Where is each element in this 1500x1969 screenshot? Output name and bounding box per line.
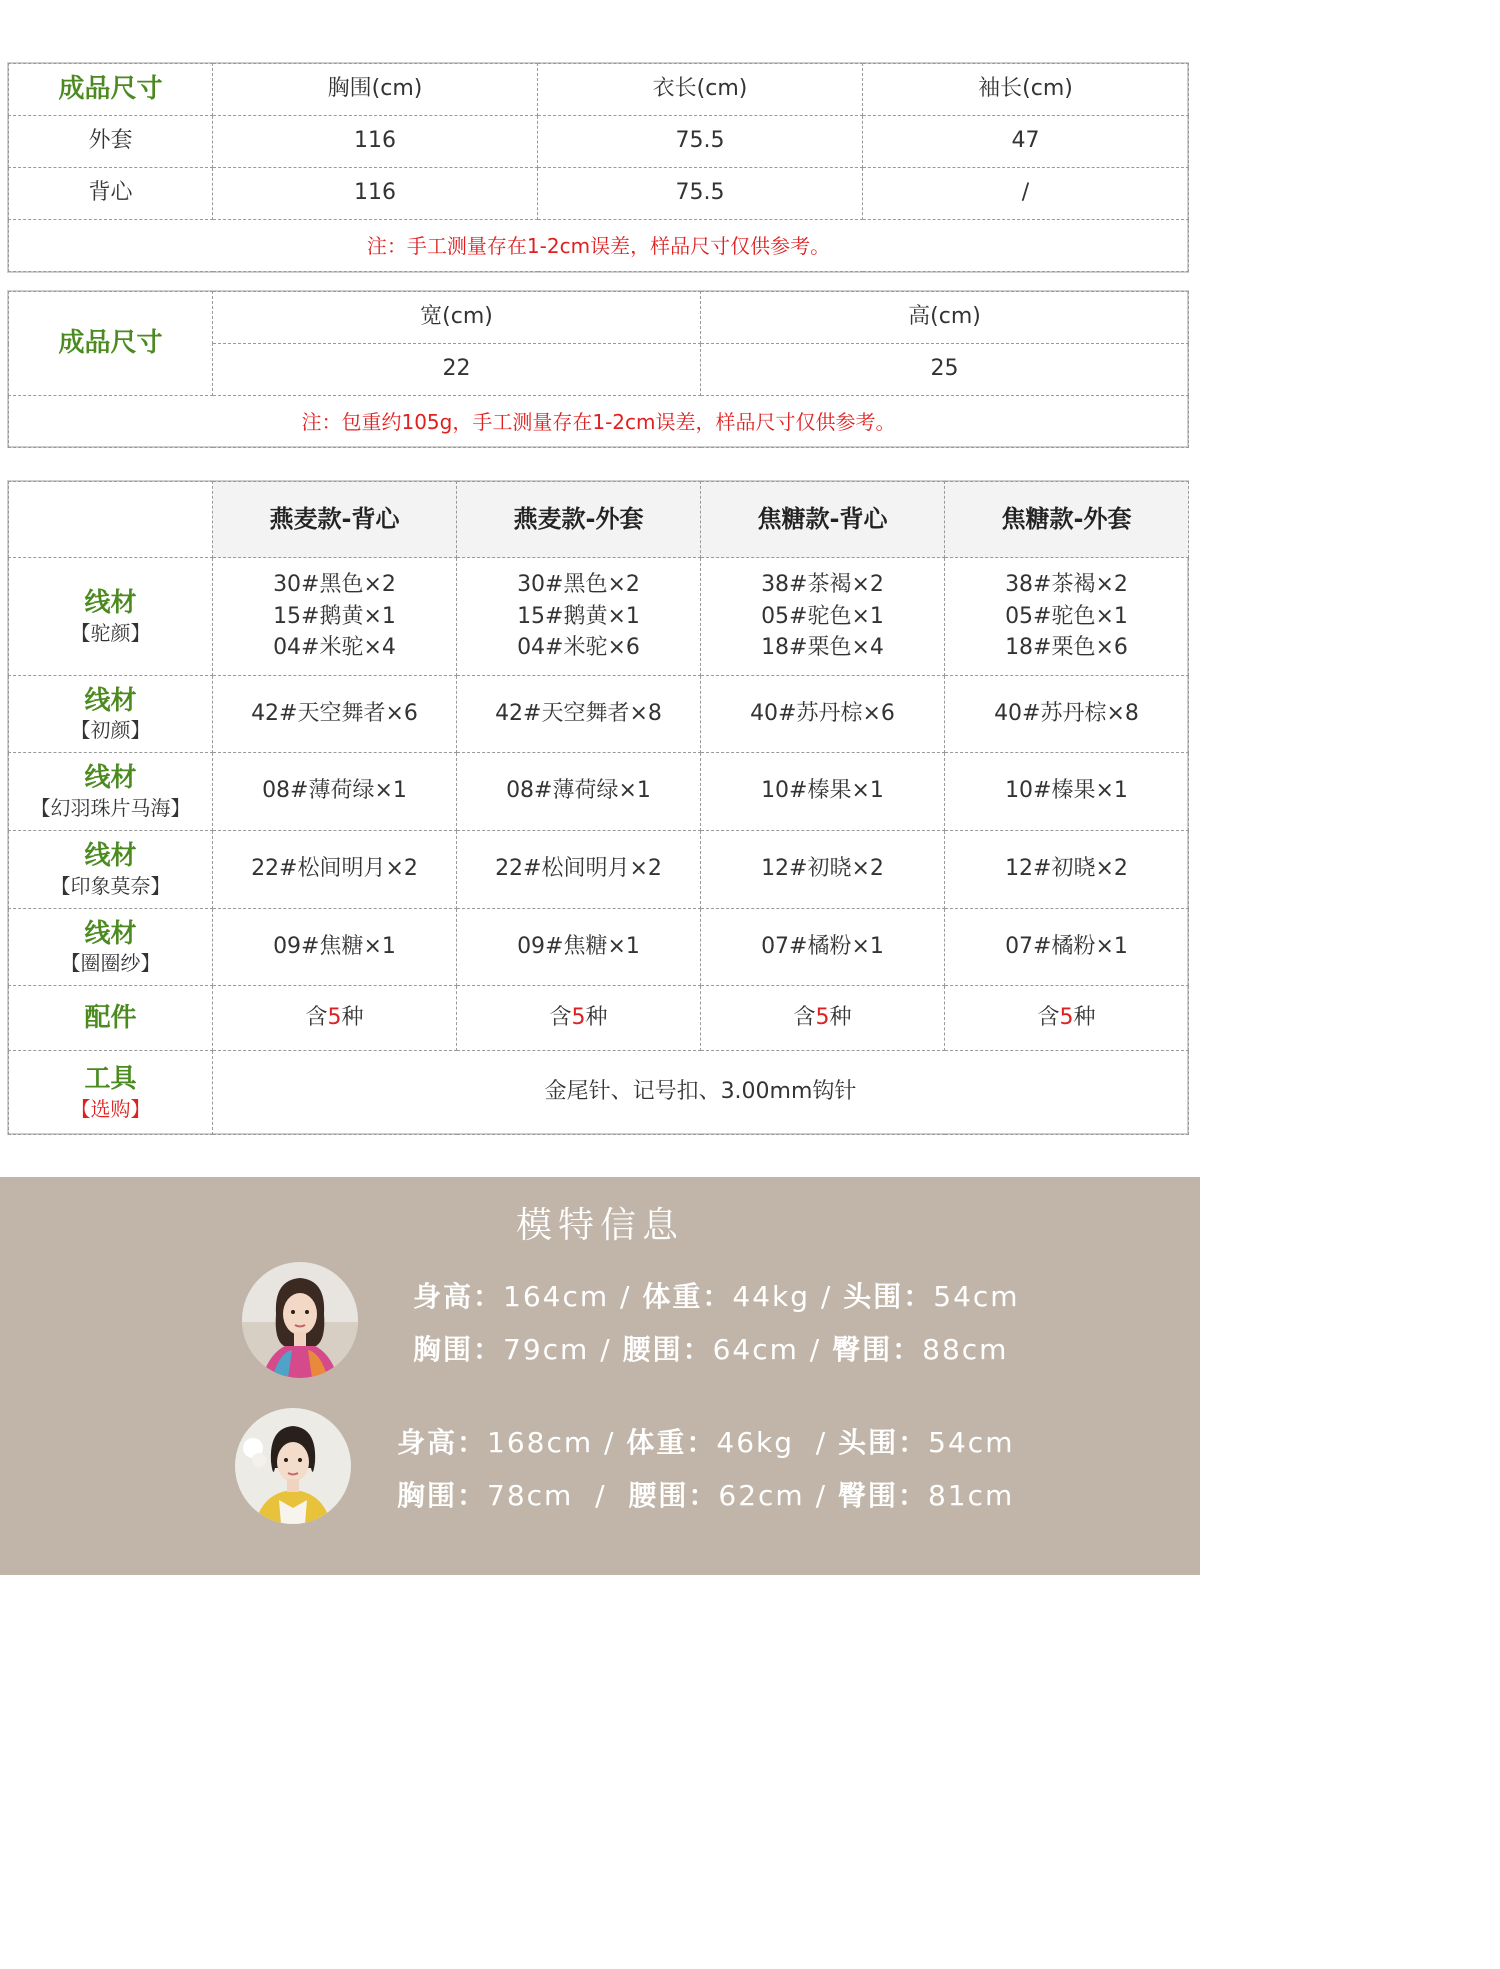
- row-label: [9, 558, 213, 676]
- yarn-cell: 22#松间明月×2: [213, 831, 457, 909]
- yarn-cell: 42#天空舞者×6: [213, 676, 457, 753]
- stat-value: 44kg /: [732, 1280, 844, 1313]
- stat-value: 88cm: [922, 1333, 1009, 1366]
- note-row: [9, 396, 1189, 448]
- table-row: [9, 1051, 1189, 1135]
- stat-value: 62cm /: [718, 1479, 838, 1512]
- yarn-item: 38#茶褐×2: [1005, 571, 1128, 597]
- model-info-section: [0, 1177, 1200, 1575]
- accessory-suffix: 种: [585, 1004, 608, 1030]
- yarn-cell: 10#榛果×1: [701, 753, 945, 831]
- table-row: [9, 831, 1189, 909]
- yarn-cell: 22#松间明月×2: [457, 831, 701, 909]
- model-2-stats-line2: [397, 1474, 1014, 1514]
- yarn-series: 【印象莫奈】: [50, 873, 171, 898]
- table-row: [9, 753, 1189, 831]
- stat-key: 胸围：: [413, 1333, 504, 1366]
- table-row: [9, 168, 1189, 220]
- yarn-label: 线材: [84, 763, 137, 794]
- col-oat-coat: 燕麦款-外套: [457, 482, 701, 558]
- yarn-item: 05#驼色×1: [761, 603, 884, 629]
- row-label: [9, 986, 213, 1051]
- stat-value: 46kg /: [716, 1426, 839, 1459]
- material-table-header: [9, 482, 1189, 558]
- yarn-cell: 40#苏丹棕×8: [945, 676, 1189, 753]
- stat-key: 腰围：: [622, 1333, 713, 1366]
- stat-value: 164cm /: [503, 1280, 643, 1313]
- stat-value: 54cm: [933, 1280, 1020, 1313]
- yarn-item: 04#米驼×4: [273, 635, 396, 661]
- yarn-item: 30#黑色×2: [273, 571, 396, 597]
- size-table-title: 成品尺寸: [9, 64, 213, 116]
- col-chest: 胸围(cm): [213, 64, 538, 116]
- col-sleeve: 袖长(cm): [863, 64, 1189, 116]
- accessory-count: 5: [571, 1004, 586, 1030]
- col-length: 衣长(cm): [538, 64, 863, 116]
- material-table: [8, 481, 1189, 1135]
- col-caramel-vest: 焦糖款-背心: [701, 482, 945, 558]
- accessory-suffix: 种: [1073, 1004, 1096, 1030]
- yarn-cell: [213, 558, 457, 676]
- size-table-header: [9, 64, 1189, 116]
- yarn-cell: 09#焦糖×1: [213, 909, 457, 986]
- model-1-stats-line2: [413, 1328, 1008, 1368]
- table-row: [9, 986, 1189, 1051]
- bag-table: [8, 291, 1189, 448]
- accessory-prefix: 含: [305, 1004, 328, 1030]
- col-oat-vest: 燕麦款-背心: [213, 482, 457, 558]
- cell-value: 116: [213, 116, 538, 168]
- size-table: [8, 63, 1189, 272]
- yarn-series: 【圈圈纱】: [60, 951, 161, 976]
- yarn-cell: 42#天空舞者×8: [457, 676, 701, 753]
- stat-value: 79cm /: [503, 1333, 623, 1366]
- accessory-label: 配件: [84, 1002, 137, 1033]
- model-1-stats-line1: [413, 1275, 1020, 1315]
- stat-key: 胸围：: [397, 1479, 488, 1512]
- col-height: 高(cm): [701, 292, 1189, 344]
- row-label: 背心: [9, 168, 213, 220]
- model-1-avatar: [242, 1262, 358, 1378]
- yarn-series: 【驼颜】: [70, 620, 151, 645]
- table-row: [9, 558, 1189, 676]
- bag-table-title: 成品尺寸: [9, 292, 213, 396]
- accessory-count: 5: [815, 1004, 830, 1030]
- yarn-cell: 40#苏丹棕×6: [701, 676, 945, 753]
- yarn-cell: 10#榛果×1: [945, 753, 1189, 831]
- stat-key: 头围：: [838, 1426, 929, 1459]
- row-label: 外套: [9, 116, 213, 168]
- yarn-cell: 08#薄荷绿×1: [213, 753, 457, 831]
- yarn-item: 18#栗色×4: [761, 635, 884, 661]
- stat-key: 头围：: [843, 1280, 934, 1313]
- note-row: [9, 220, 1189, 272]
- cell-value: 22: [213, 344, 701, 396]
- cell-value: 47: [863, 116, 1189, 168]
- corner-cell: [9, 482, 213, 558]
- accessory-prefix: 含: [1037, 1004, 1060, 1030]
- tool-cell: 金尾针、记号扣、3.00mm钩针: [213, 1051, 1189, 1135]
- cell-value: 116: [213, 168, 538, 220]
- table-row: [9, 909, 1189, 986]
- stat-value: 168cm /: [487, 1426, 627, 1459]
- accessory-cell: [213, 986, 457, 1051]
- stat-key: 体重：: [626, 1426, 717, 1459]
- accessory-cell: [701, 986, 945, 1051]
- yarn-item: 15#鹅黄×1: [517, 603, 640, 629]
- bag-table-header: [9, 292, 1189, 344]
- stat-key: 臀围：: [837, 1479, 928, 1512]
- col-width: 宽(cm): [213, 292, 701, 344]
- size-note: 注：手工测量存在1-2cm误差，样品尺寸仅供参考。: [9, 220, 1189, 272]
- yarn-cell: [701, 558, 945, 676]
- row-label: [9, 676, 213, 753]
- tool-label: 工具: [84, 1064, 137, 1095]
- accessory-count: 5: [1059, 1004, 1074, 1030]
- row-label: [9, 831, 213, 909]
- accessory-suffix: 种: [341, 1004, 364, 1030]
- stat-value: 54cm: [928, 1426, 1015, 1459]
- yarn-cell: 07#橘粉×1: [701, 909, 945, 986]
- row-label: [9, 1051, 213, 1135]
- accessory-prefix: 含: [793, 1004, 816, 1030]
- cell-value: 75.5: [538, 168, 863, 220]
- yarn-series: 【初颜】: [70, 718, 151, 743]
- stat-key: 身高：: [413, 1280, 504, 1313]
- yarn-label: 线材: [84, 841, 137, 872]
- yarn-cell: 09#焦糖×1: [457, 909, 701, 986]
- stat-key: 臀围：: [832, 1333, 923, 1366]
- yarn-label: 线材: [84, 685, 137, 716]
- col-caramel-coat: 焦糖款-外套: [945, 482, 1189, 558]
- model-2-stats-line1: [397, 1421, 1014, 1461]
- stat-key: 体重：: [642, 1280, 733, 1313]
- accessory-prefix: 含: [549, 1004, 572, 1030]
- accessory-count: 5: [327, 1004, 342, 1030]
- accessory-cell: [945, 986, 1189, 1051]
- yarn-item: 15#鹅黄×1: [273, 603, 396, 629]
- yarn-cell: 12#初晓×2: [701, 831, 945, 909]
- tool-optional: 【选购】: [70, 1096, 151, 1121]
- bag-note: 注：包重约105g，手工测量存在1-2cm误差，样品尺寸仅供参考。: [9, 396, 1189, 448]
- table-row: [9, 116, 1189, 168]
- cell-value: /: [863, 168, 1189, 220]
- model-2-avatar: [235, 1408, 351, 1524]
- yarn-label: 线材: [84, 588, 137, 619]
- cell-value: 25: [701, 344, 1189, 396]
- cell-value: 75.5: [538, 116, 863, 168]
- stat-value: 64cm /: [712, 1333, 833, 1366]
- row-label: [9, 753, 213, 831]
- yarn-label: 线材: [84, 918, 137, 949]
- yarn-item: 38#茶褐×2: [761, 571, 884, 597]
- model-info-title: 模特信息: [515, 1205, 684, 1246]
- yarn-cell: [945, 558, 1189, 676]
- yarn-item: 04#米驼×6: [517, 635, 640, 661]
- accessory-cell: [457, 986, 701, 1051]
- stat-value: 81cm: [927, 1479, 1015, 1512]
- stat-value: 78cm /: [487, 1479, 629, 1512]
- yarn-cell: [457, 558, 701, 676]
- stat-key: 身高：: [397, 1426, 488, 1459]
- yarn-item: 30#黑色×2: [517, 571, 640, 597]
- yarn-item: 18#栗色×6: [1005, 635, 1128, 661]
- row-label: [9, 909, 213, 986]
- table-row: [9, 676, 1189, 753]
- yarn-series: 【幻羽珠片马海】: [30, 795, 191, 820]
- accessory-suffix: 种: [829, 1004, 852, 1030]
- yarn-item: 05#驼色×1: [1005, 603, 1128, 629]
- yarn-cell: 07#橘粉×1: [945, 909, 1189, 986]
- yarn-cell: 08#薄荷绿×1: [457, 753, 701, 831]
- yarn-cell: 12#初晓×2: [945, 831, 1189, 909]
- stat-key: 腰围：: [628, 1479, 719, 1512]
